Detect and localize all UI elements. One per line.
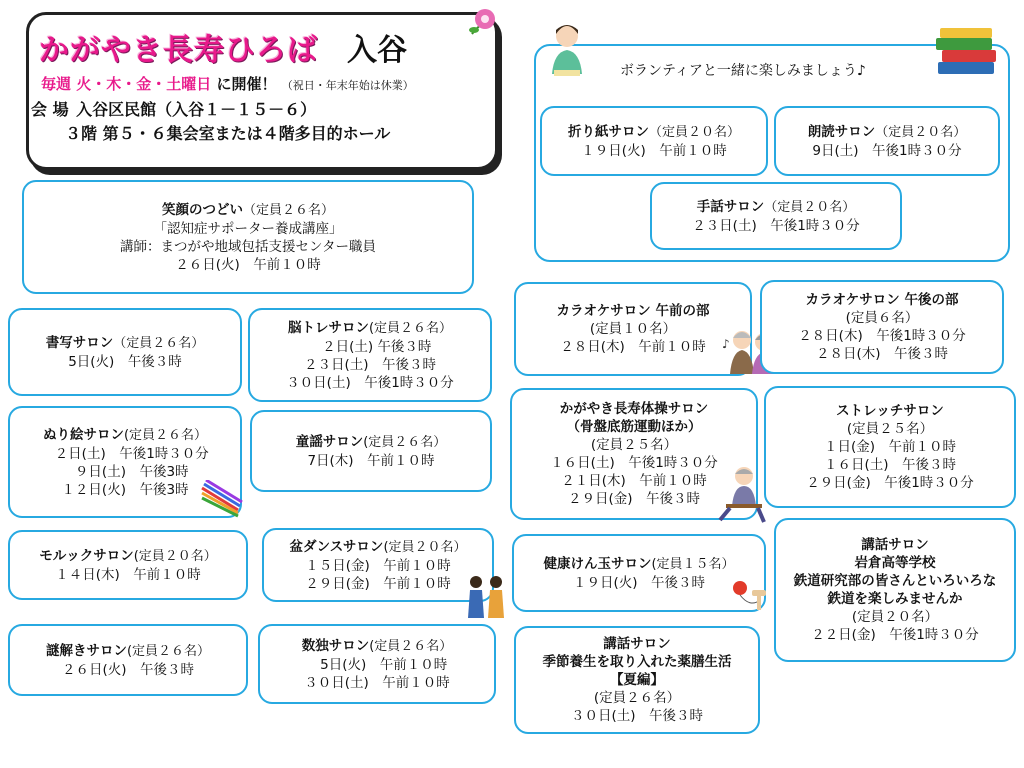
- salon-title: 健康けん玉サロン: [543, 555, 652, 572]
- salon-line: １５日(金) 午前１０時: [305, 557, 451, 574]
- salon-title: ストレッチサロン: [836, 403, 944, 419]
- bon-dance-icon: [462, 574, 508, 622]
- salon-line: ２９日(金) 午後1時３０分: [806, 475, 974, 491]
- salon-subtitle: 【夏編】: [610, 672, 664, 688]
- salon-line: ２８日(木) 午後３時: [815, 346, 949, 362]
- salon-kouwa-railway: [774, 518, 1016, 662]
- venue-value: 入谷区民館（入谷１－１５－６）: [76, 100, 317, 119]
- salon-line: １２日(火) 午後3時: [61, 481, 189, 498]
- header-panel: [26, 12, 498, 170]
- salon-title: 謎解きサロン: [45, 642, 127, 659]
- salon-capacity: （定員２０名）: [875, 124, 967, 140]
- salon-shosha: [8, 308, 242, 396]
- salon-line: ２２日(金) 午後1時３０分: [811, 627, 979, 643]
- salon-douyou: [250, 410, 492, 492]
- schedule-line: [41, 73, 414, 94]
- salon-origami: [540, 106, 768, 176]
- salon-title: 朗読サロン: [807, 123, 876, 140]
- salon-line: 5日(火) 午後３時: [68, 353, 182, 370]
- salon-sudoku: [258, 624, 496, 704]
- salon-line: ２９日(金) 午後３時: [567, 491, 701, 507]
- salon-title: 手話サロン: [696, 198, 765, 215]
- salon-line: ２１日(木) 午前１０時: [561, 473, 707, 489]
- salon-title: 盆ダンスサロン: [289, 538, 384, 555]
- salon-line: ２日(土) 午後1時３０分: [41, 445, 209, 462]
- salon-line: (定員６名）: [845, 310, 919, 326]
- salon-line: １６日(土) 午後３時: [823, 457, 957, 473]
- volunteer-title: ボランティアと一緒に楽しみましょう♪: [620, 63, 866, 79]
- salon-capacity: （定員２０名）: [764, 199, 856, 215]
- salon-karaoke-pm: [760, 280, 1004, 374]
- salon-title: 数独サロン: [301, 637, 370, 654]
- salon-subtitle: （骨盤底筋運動ほか）: [566, 419, 702, 435]
- salon-line: 7日(木) 午前１０時: [307, 452, 435, 469]
- salon-roudoku: [774, 106, 1000, 176]
- salon-line: １４日(木) 午前１０時: [55, 566, 201, 583]
- salon-line: 講師：まつがや地域包括支援センター職員: [120, 238, 376, 255]
- salon-line: ９日(土) 午後3時: [61, 463, 189, 480]
- salon-capacity: (定員２６名）: [126, 643, 211, 659]
- salon-shuwa: [650, 182, 902, 250]
- salon-egao: [22, 180, 474, 294]
- salon-title: 童謡サロン: [295, 433, 364, 450]
- salon-line: １９日(火) 午後３時: [572, 574, 706, 591]
- venue-line: [29, 97, 316, 120]
- salon-subtitle: 岩倉高等学校: [854, 555, 936, 571]
- svg-text:♪: ♪: [722, 337, 730, 351]
- page-title: かがやき長寿ひろば: [39, 33, 318, 68]
- venue-rooms: ３階 第５・６集会室または４階多目的ホール: [65, 124, 391, 143]
- salon-line: ２日(土) 午後３時: [308, 338, 432, 355]
- salon-title: 脳トレサロン: [287, 319, 369, 336]
- salon-line: ２９日(金) 午前１０時: [305, 575, 451, 592]
- salon-subtitle: 鉄道研究部の皆さんといろいろな: [793, 573, 997, 589]
- salon-line: (定員２６名）: [593, 690, 681, 706]
- salon-line: １日(金) 午前１０時: [823, 439, 957, 455]
- flower-icon: [466, 4, 500, 38]
- holiday-note: （祝日・年末年始は休業）: [281, 79, 414, 92]
- salon-line: 「認知症サポーター養成講座」: [153, 220, 343, 237]
- exercise-elder-icon: [718, 466, 770, 524]
- salon-title: 折り紙サロン: [567, 123, 649, 140]
- salon-capacity: （定員２６名）: [113, 335, 205, 351]
- salon-nou: [248, 308, 492, 402]
- salon-title: カラオケサロン 午前の部: [556, 303, 710, 319]
- salon-line: (定員２５名）: [846, 421, 934, 437]
- salon-kouwa-yakuzen: [514, 626, 760, 734]
- salon-title: ぬり絵サロン: [42, 426, 124, 443]
- salon-line: (定員１０名）: [589, 321, 677, 337]
- salon-title: 講話サロン: [603, 636, 671, 652]
- salon-line: １９日(火) 午前１０時: [581, 142, 727, 159]
- salon-line: ２３日(土) 午後３時: [303, 356, 437, 373]
- salon-bon: [262, 528, 494, 602]
- salon-molkky: [8, 530, 248, 600]
- salon-title: 笑顔のつどい: [161, 201, 243, 218]
- salon-line: 9日(土) 午後1時３０分: [812, 142, 962, 159]
- salon-line: ３０日(土) 午後３時: [570, 708, 704, 724]
- salon-subtitle: 鉄道を楽しみませんか: [827, 591, 963, 607]
- salon-title: 講話サロン: [861, 537, 929, 553]
- salon-line: ２６日(火) 午後３時: [61, 661, 195, 678]
- books-icon: [934, 26, 1000, 82]
- salon-title: カラオケサロン 午後の部: [805, 292, 959, 308]
- page-place: 入谷: [347, 33, 407, 68]
- salon-capacity: (定員２０名）: [383, 539, 467, 555]
- salon-line: ２６日(火) 午前１０時: [175, 256, 321, 273]
- salon-nazo: [8, 624, 248, 696]
- salon-subtitle: 季節養生を取り入れた薬膳生活: [542, 654, 732, 670]
- salon-karaoke-am: [514, 282, 752, 376]
- salon-title: かがやき長寿体操サロン: [559, 401, 709, 417]
- salon-line: ２８日(木) 午前１０時: [560, 339, 706, 355]
- salon-capacity: （定員２６名）: [242, 202, 334, 218]
- salon-title: モルックサロン: [39, 547, 134, 564]
- salon-capacity: (定員２６名）: [368, 320, 453, 336]
- weekly-label: 毎週: [41, 75, 72, 93]
- salon-capacity: （定員２０名）: [648, 124, 740, 140]
- salon-title: 書写サロン: [45, 334, 114, 351]
- salon-capacity: (定員２６名）: [123, 427, 208, 443]
- salon-stretch: [764, 386, 1016, 508]
- salon-line: ３０日(土) 午後1時３０分: [286, 374, 454, 391]
- salon-line: ２３日(土) 午後1時３０分: [692, 217, 860, 234]
- salon-line: １６日(土) 午後1時３０分: [550, 455, 718, 471]
- salon-capacity: (定員２０名）: [133, 548, 217, 564]
- salon-line: (定員２０名）: [851, 609, 939, 625]
- venue-label: 会 場: [31, 100, 69, 119]
- colored-pencils-icon: [198, 480, 244, 518]
- held-label: に開催！: [216, 75, 277, 93]
- salon-capacity: (定員１５名）: [651, 556, 735, 572]
- salon-kendama: [512, 534, 766, 612]
- salon-line: 5日(火) 午前１０時: [306, 656, 448, 673]
- volunteer-person-icon: [544, 20, 590, 82]
- salon-line: ３０日(土) 午前１０時: [304, 674, 450, 691]
- kendama-icon: [730, 578, 770, 614]
- days-label: 火・木・金・土曜日: [76, 75, 212, 93]
- salon-line: (定員２５名）: [590, 437, 678, 453]
- salon-capacity: (定員２６名）: [363, 434, 447, 450]
- salon-capacity: (定員２６名）: [369, 638, 453, 654]
- salon-line: ２８日(木) 午後1時３０分: [798, 328, 966, 344]
